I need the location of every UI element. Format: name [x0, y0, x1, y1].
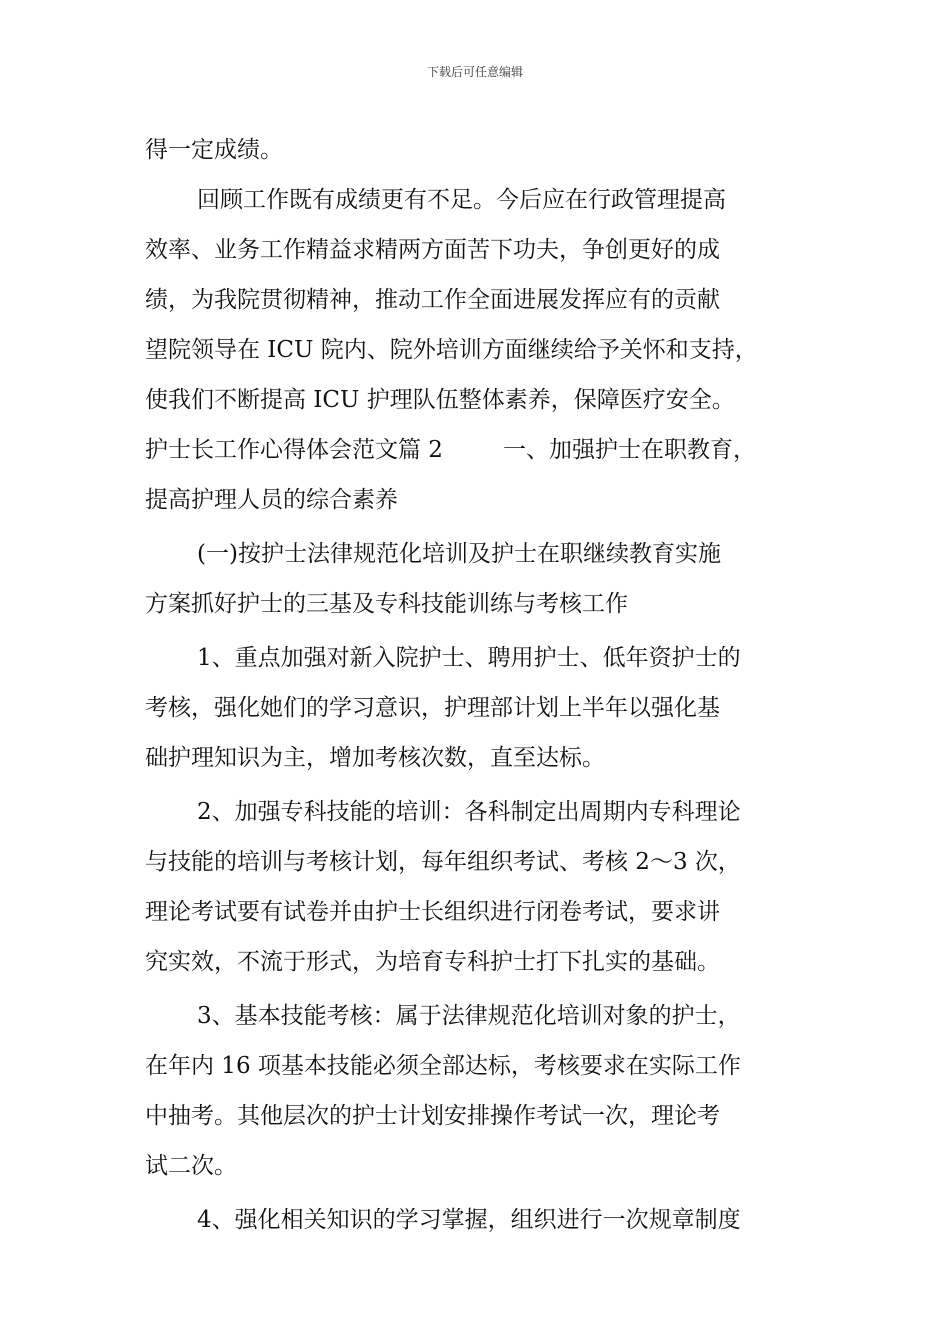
text-line: 得一定成绩。	[145, 137, 283, 163]
paragraph-line: (一)按护士法律规范化培训及护士在职继续教育实施	[197, 541, 721, 567]
text-line: 望院领导在 ICU 院内、院外培训方面继续给予关怀和支持，	[145, 337, 758, 363]
text-line: 究实效，不流于形式，为培育专科护士打下扎实的基础。	[145, 949, 720, 975]
section-heading-line	[145, 425, 810, 475]
paragraph-line: 3、基本技能考核：属于法律规范化培训对象的护士，	[197, 1003, 741, 1029]
text-line: 使我们不断提高 ICU 护理队伍整体素养，保障医疗安全。	[145, 387, 735, 413]
text-line: 考核，强化她们的学习意识，护理部计划上半年以强化基	[145, 695, 720, 721]
section-title: 护士长工作心得体会范文篇 2	[145, 437, 443, 463]
document-body	[145, 125, 810, 1245]
text-line: 绩，为我院贯彻精神，推动工作全面进展发挥应有的贡献	[145, 287, 720, 313]
paragraph-line: 1、重点加强对新入院护士、聘用护士、低年资护士的	[197, 645, 741, 671]
text-line: 方案抓好护士的三基及专科技能训练与考核工作	[145, 591, 628, 617]
paragraph-line: 回顾工作既有成绩更有不足。今后应在行政管理提高	[197, 187, 726, 213]
text-line: 中抽考。其他层次的护士计划安排操作考试一次，理论考	[145, 1103, 720, 1129]
text-line: 在年内 16 项基本技能必须全部达标，考核要求在实际工作	[145, 1053, 741, 1079]
text-line: 效率、业务工作精益求精两方面苦下功夫，争创更好的成	[145, 237, 720, 263]
section-subheading: 一、加强护士在职教育，	[502, 437, 756, 463]
page-header-note: 下载后可任意编辑	[426, 65, 523, 79]
text-line: 与技能的培训与考核计划，每年组织考试、考核 2～3 次，	[145, 849, 741, 875]
text-line: 理论考试要有试卷并由护士长组织进行闭卷考试，要求讲	[145, 899, 720, 925]
section-subheading-continued: 提高护理人员的综合素养	[145, 487, 398, 513]
paragraph-line: 4、强化相关知识的学习掌握，组织进行一次规章制度	[197, 1207, 741, 1233]
text-line: 础护理知识为主，增加考核次数，直至达标。	[145, 745, 605, 771]
text-line: 试二次。	[145, 1153, 237, 1179]
paragraph-line: 2、加强专科技能的培训：各科制定出周期内专科理论	[197, 799, 741, 825]
